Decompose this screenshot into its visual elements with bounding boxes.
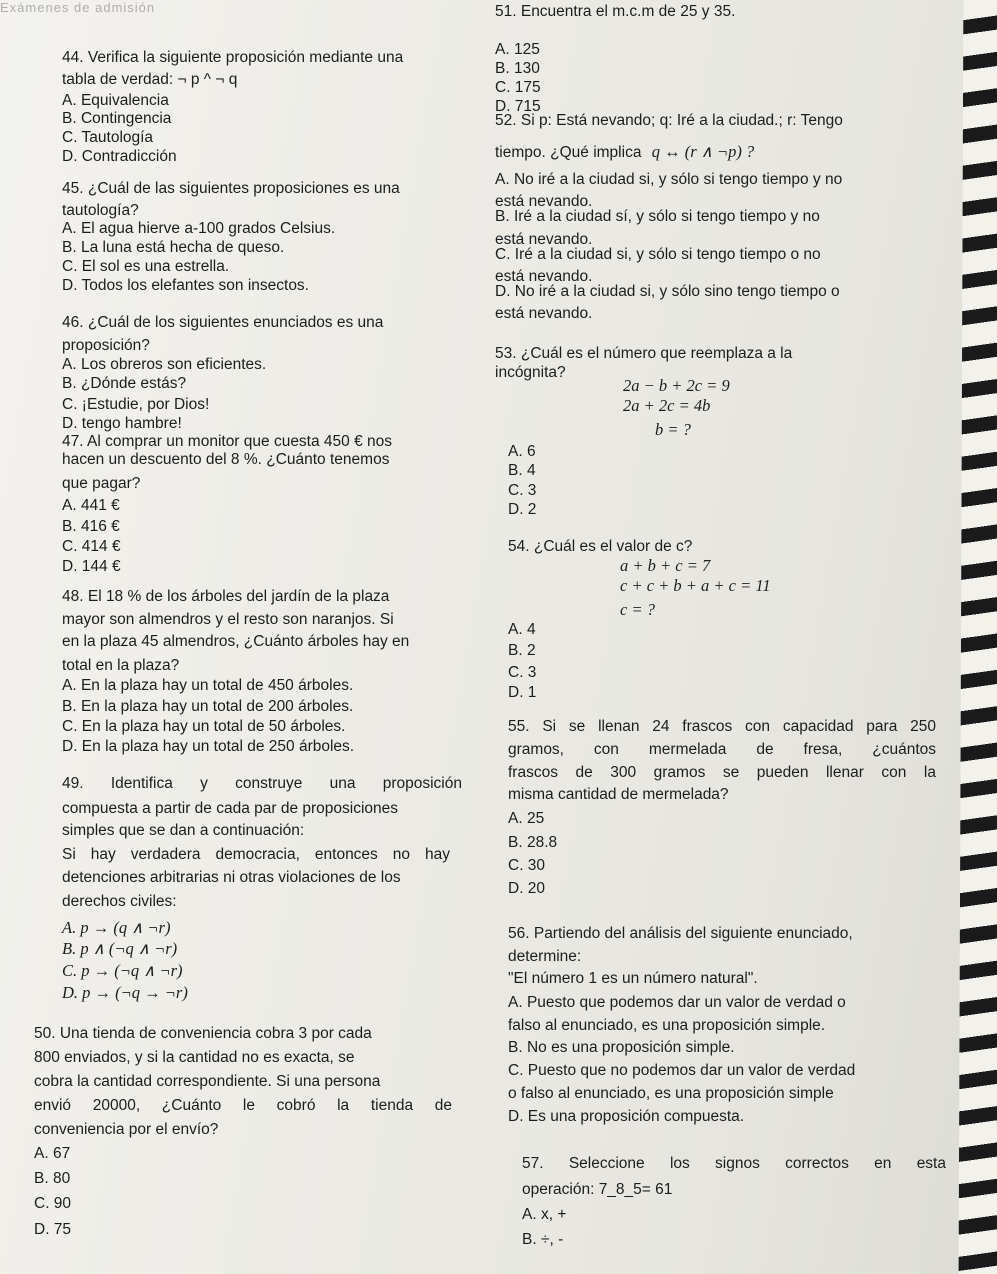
q50-option-a: A. 67	[34, 1145, 71, 1162]
q45-stem-line2: tautología?	[62, 202, 139, 219]
q50-option-c: C. 90	[34, 1195, 72, 1212]
q55-option-c: C. 30	[508, 857, 546, 874]
q51-option-a: A. 125	[495, 41, 540, 58]
q44-option-c: C. Tautología	[62, 129, 154, 146]
q53-stem-line1: 53. ¿Cuál es el número que reemplaza a la	[495, 345, 793, 362]
q56-option-a-line1: A. Puesto que podemos dar un valor de verdad o	[508, 994, 846, 1011]
q46-option-c: C. ¡Estudie, por Dios!	[62, 396, 210, 413]
q56-option-b: B. No es una proposición simple.	[508, 1039, 735, 1056]
q56-stem-line3: "El número 1 es un número natural".	[508, 970, 758, 987]
q52-option-a-line2: está nevando.	[495, 193, 593, 210]
q55-stem-line1: 55. Si se llenan 24 frascos con capacidad para 250	[508, 718, 936, 735]
q56-stem-line1: 56. Partiendo del análisis del siguiente enunciado,	[508, 925, 853, 942]
q54-option-c: C. 3	[508, 664, 537, 681]
q49-option-c: C. p → (¬q ∧ ¬r)	[62, 961, 183, 980]
q51-option-b: B. 130	[495, 60, 540, 77]
q49-option-d: D. p → (¬q → ¬r)	[62, 983, 188, 1002]
q46-option-a: A. Los obreros son eficientes.	[62, 356, 267, 373]
q50-stem-line3: cobra la cantidad correspondiente. Si una persona	[34, 1073, 381, 1090]
q47-option-d: D. 144 €	[62, 558, 121, 575]
q50-stem-line1: 50. Una tienda de conveniencia cobra 3 por cada	[34, 1025, 372, 1042]
q57-option-a: A. x, +	[522, 1206, 567, 1223]
q47-option-c: C. 414 €	[62, 538, 121, 555]
q53-option-c: C. 3	[508, 482, 537, 499]
q45-option-d: D. Todos los elefantes son insectos.	[62, 277, 309, 294]
q54-equation-1: a + b + c = 7	[620, 556, 711, 575]
q52-option-d-line1: D. No iré a la ciudad si, y sólo sino tengo tiempo o	[495, 283, 840, 300]
q50-stem-line5: conveniencia por el envío?	[34, 1121, 219, 1138]
q52-option-b-line2: está nevando.	[495, 231, 593, 248]
q54-equation-2: c + c + b + a + c = 11	[620, 576, 771, 595]
q44-option-d: D. Contradicción	[62, 148, 177, 165]
q49-stem-line3: simples que se dan a continuación:	[62, 822, 305, 839]
q52-stem-text: tiempo. ¿Qué implica	[495, 144, 642, 161]
q47-stem-line2: hacen un descuento del 8 %. ¿Cuánto tenemos	[62, 451, 390, 468]
q45-option-b: B. La luna está hecha de queso.	[62, 239, 285, 256]
q52-option-d-line2: está nevando.	[495, 305, 593, 322]
q55-option-a: A. 25	[508, 810, 545, 827]
q52-formula: q ↔ (r ∧ ¬p) ?	[651, 142, 755, 161]
q50-stem-line4: envió 20000, ¿Cuánto le cobró la tienda de	[34, 1097, 452, 1114]
q55-stem-line4: misma cantidad de mermelada?	[508, 786, 729, 803]
q54-stem: 54. ¿Cuál es el valor de c?	[508, 538, 693, 555]
q54-option-a: A. 4	[508, 621, 536, 638]
q52-option-c-line2: está nevando.	[495, 268, 593, 285]
q44-option-b: B. Contingencia	[62, 110, 172, 127]
q47-option-b: B. 416 €	[62, 518, 120, 535]
q48-option-b: B. En la plaza hay un total de 200 árboles.	[62, 698, 354, 715]
q53-equation-1: 2a − b + 2c = 9	[623, 376, 730, 395]
q48-stem-line2: mayor son almendros y el resto son naranjos. Si	[62, 611, 394, 628]
q53-option-d: D. 2	[508, 501, 537, 518]
q54-option-d: D. 1	[508, 684, 537, 701]
q52-option-c-line1: C. Iré a la ciudad si, y sólo si tengo tiempo o no	[495, 246, 821, 263]
binding-edge	[949, 0, 997, 1274]
q50-option-d: D. 75	[34, 1221, 72, 1238]
q52-option-a-line1: A. No iré a la ciudad si, y sólo si tengo tiempo y no	[495, 171, 843, 188]
q51-option-d: D. 715	[495, 98, 541, 115]
q55-stem-line3: frascos de 300 gramos se pueden llenar con la	[508, 764, 936, 781]
q53-stem-line2: incógnita?	[495, 364, 566, 381]
q57-stem-line1: 57. Seleccione los signos correctos en esta	[522, 1155, 946, 1172]
q53-equation-2: 2a + 2c = 4b	[623, 396, 711, 415]
q52-stem-line1: 52. Si p: Está nevando; q: Iré a la ciudad.; r: Tengo	[495, 112, 843, 129]
q53-equation-3: b = ?	[655, 420, 691, 439]
q48-option-d: D. En la plaza hay un total de 250 árboles.	[62, 738, 355, 755]
q56-option-c-line2: o falso al enunciado, es una proposición simple	[508, 1085, 834, 1102]
q44-option-a: A. Equivalencia	[62, 92, 169, 109]
q47-stem-line1: 47. Al comprar un monitor que cuesta 450 € nos	[62, 433, 393, 450]
q46-option-d: D. tengo hambre!	[62, 415, 182, 432]
q53-option-a: A. 6	[508, 443, 536, 460]
q56-option-c-line1: C. Puesto que no podemos dar un valor de verdad	[508, 1062, 856, 1079]
q49-stem-line4: Si hay verdadera democracia, entonces no hay	[62, 846, 450, 863]
q53-option-b: B. 4	[508, 462, 536, 479]
q56-stem-line2: determine:	[508, 948, 582, 965]
q51-option-c: C. 175	[495, 79, 541, 96]
q56-option-d: D. Es una proposición compuesta.	[508, 1108, 745, 1125]
q54-option-b: B. 2	[508, 642, 536, 659]
q46-stem-line2: proposición?	[62, 337, 150, 354]
header-fragment: Exámenes de admisión	[0, 0, 156, 15]
q49-stem-line5: detenciones arbitrarias ni otras violaciones de los	[62, 869, 401, 886]
q45-option-c: C. El sol es una estrella.	[62, 258, 230, 275]
q50-stem-line2: 800 enviados, y si la cantidad no es exacta, se	[34, 1049, 355, 1066]
q48-stem-line3: en la plaza 45 almendros, ¿Cuánto árboles hay en	[62, 633, 410, 650]
q57-option-b: B. ÷, -	[522, 1231, 564, 1248]
q51-stem: 51. Encuentra el m.c.m de 25 y 35.	[495, 3, 736, 20]
q49-option-b: B. p ∧ (¬q ∧ ¬r)	[62, 939, 178, 958]
q45-stem-line1: 45. ¿Cuál de las siguientes proposiciones es una	[62, 180, 400, 197]
q46-stem-line1: 46. ¿Cuál de los siguientes enunciados es una	[62, 314, 384, 331]
q50-option-b: B. 80	[34, 1170, 71, 1187]
q48-stem-line4: total en la plaza?	[62, 657, 180, 674]
q57-stem-line2: operación: 7_8_5= 61	[522, 1181, 673, 1198]
q52-stem-line2	[495, 143, 754, 162]
q44-stem-line2: tabla de verdad: ¬ p ^ ¬ q	[62, 71, 238, 88]
q48-option-c: C. En la plaza hay un total de 50 árboles.	[62, 718, 346, 735]
q56-option-a-line2: falso al enunciado, es una proposición simple.	[508, 1017, 826, 1034]
q45-option-a: A. El agua hierve a-100 grados Celsius.	[62, 220, 336, 237]
q49-stem-line1: 49. Identifica y construye una proposición	[62, 775, 462, 792]
q48-stem-line1: 48. El 18 % de los árboles del jardín de la plaza	[62, 588, 390, 605]
q48-option-a: A. En la plaza hay un total de 450 árboles.	[62, 677, 354, 694]
q47-option-a: A. 441 €	[62, 497, 120, 514]
q55-option-b: B. 28.8	[508, 834, 558, 851]
q49-stem-line2: compuesta a partir de cada par de proposiciones	[62, 800, 399, 817]
q55-option-d: D. 20	[508, 880, 546, 897]
q44-stem-line1: 44. Verifica la siguiente proposición mediante una	[62, 49, 404, 66]
q52-option-b-line1: B. Iré a la ciudad sí, y sólo si tengo tiempo y no	[495, 208, 820, 225]
q54-equation-3: c = ?	[620, 600, 655, 619]
q46-option-b: B. ¿Dónde estás?	[62, 375, 187, 392]
q47-stem-line3: que pagar?	[62, 475, 141, 492]
q49-option-a: A. p → (q ∧ ¬r)	[62, 918, 171, 937]
q55-stem-line2: gramos, con mermelada de fresa, ¿cuántos	[508, 741, 936, 758]
q49-stem-line6: derechos civiles:	[62, 893, 177, 910]
